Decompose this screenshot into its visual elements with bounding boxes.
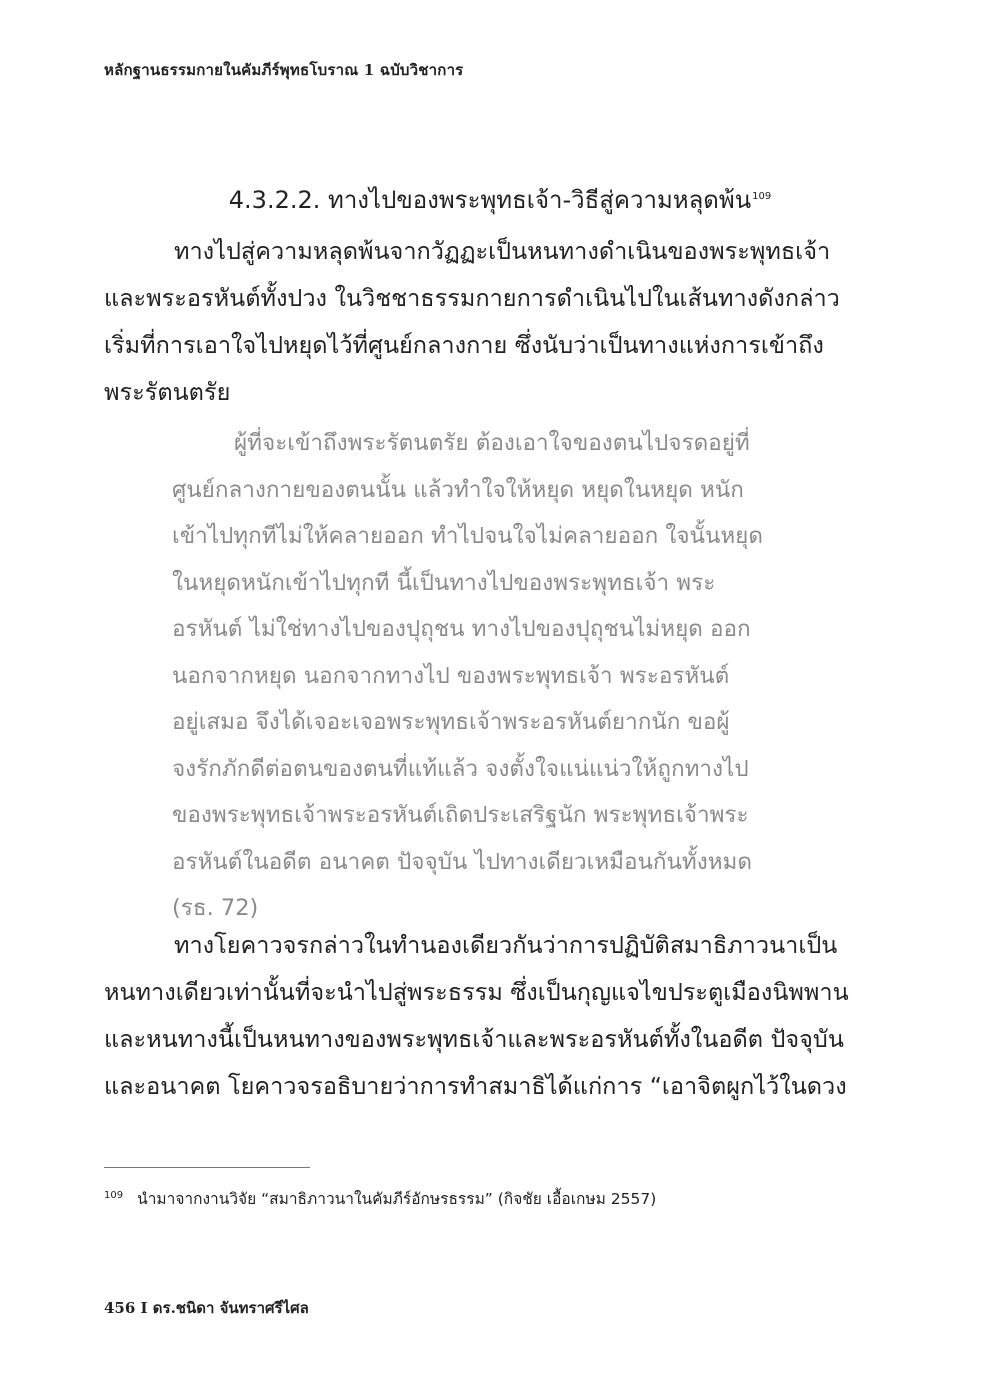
paragraph-line: หนทางเดียวเท่านั้นที่จะนำไปสู่พระธรรม ซึ่งเป็นกุญแจไขประตูเมืองนิพพาน <box>104 978 849 1006</box>
paragraph-line: เริ่มที่การเอาใจไปหยุดไว้ที่ศูนย์กลางกาย ซึ่งนับว่าเป็นทางแห่งการเข้าถึง <box>104 331 824 359</box>
footnote-number: 109 <box>104 1189 124 1201</box>
quote-line: ศูนย์กลางกายของตนนั้น แล้วทำใจให้หยุด หยุดในหยุด หนัก <box>172 476 744 503</box>
footnote-text: นำมาจากงานวิจัย “สมาธิภาวนาในคัมภีร์อักษรธรรม” (กิจชัย เอื้อเกษม 2557) <box>137 1190 657 1208</box>
paragraph-line: และหนทางนี้เป็นหนทางของพระพุทธเจ้าและพระอรหันต์ทั้งในอดีต ปัจจุบัน <box>104 1025 844 1053</box>
quote-line: จงรักภักดีต่อตนของตนที่แท้แล้ว จงตั้งใจแน่แน่วให้ถูกทางไป <box>172 755 749 782</box>
footnote <box>104 1186 656 1211</box>
section-heading-text: 4.3.2.2. ทางไปของพระพุทธเจ้า-วิธีสู่ความหลุดพ้น <box>228 186 752 214</box>
quote-line: อรหันต์ในอดีต อนาคต ปัจจุบัน ไปทางเดียวเหมือนกันทั้งหมด <box>172 848 753 875</box>
quote-line: อยู่เสมอ จึงได้เจอะเจอพระพุทธเจ้าพระอรหันต์ยากนัก ขอผู้ <box>172 709 730 735</box>
footnote-reference[interactable]: 109 <box>752 191 772 202</box>
quote-line: นอกจากหยุด นอกจากทางไป ของพระพุทธเจ้า พระอรหันต์ <box>172 662 730 689</box>
running-header-title: หลักฐานธรรมกายในคัมภีร์พุทธโบราณ 1 ฉบับวิชาการ <box>104 61 464 79</box>
paragraph-line: และพระอรหันต์ทั้งปวง ในวิชชาธรรมกายการดำเนินไปในเส้นทางดังกล่าว <box>104 284 840 312</box>
footnote-divider <box>104 1167 310 1168</box>
quote-citation: (รธ. 72) <box>172 895 259 921</box>
section-heading <box>0 180 1000 219</box>
quote-line: เข้าไปทุกทีไม่ให้คลายออก ทำไปจนใจไม่คลายออก ใจนั้นหยุด <box>172 523 763 549</box>
page-footer: 456 I ดร.ชนิดา จันทราศรีไศล <box>104 1299 309 1317</box>
quote-line: ผู้ที่จะเข้าถึงพระรัตนตรัย ต้องเอาใจของตนไปจรดอยู่ที่ <box>234 430 750 456</box>
paragraph-line: ทางโยคาวจรกล่าวในทำนองเดียวกันว่าการปฏิบัติสมาธิภาวนาเป็น <box>174 931 838 959</box>
paragraph-line: พระรัตนตรัย <box>104 378 231 406</box>
paragraph-line: และอนาคต โยคาวจรอธิบายว่าการทำสมาธิได้แก่การ “เอาจิตผูกไว้ในดวง <box>104 1072 847 1100</box>
quote-line: ในหยุดหนักเข้าไปทุกที นี้เป็นทางไปของพระพุทธเจ้า พระ <box>172 569 716 596</box>
quote-line: ของพระพุทธเจ้าพระอรหันต์เถิดประเสริฐนัก พระพุทธเจ้าพระ <box>172 802 749 828</box>
body-paragraph-1 <box>104 228 859 416</box>
paragraph-line: ทางไปสู่ความหลุดพ้นจากวัฏฏะเป็นหนทางดำเนินของพระพุทธเจ้า <box>174 237 831 265</box>
quote-line: อรหันต์ ไม่ใช่ทางไปของปุถุชน ทางไปของปุถุชนไม่หยุด ออก <box>172 616 751 642</box>
body-paragraph-2 <box>104 922 859 1110</box>
block-quote <box>172 420 792 932</box>
